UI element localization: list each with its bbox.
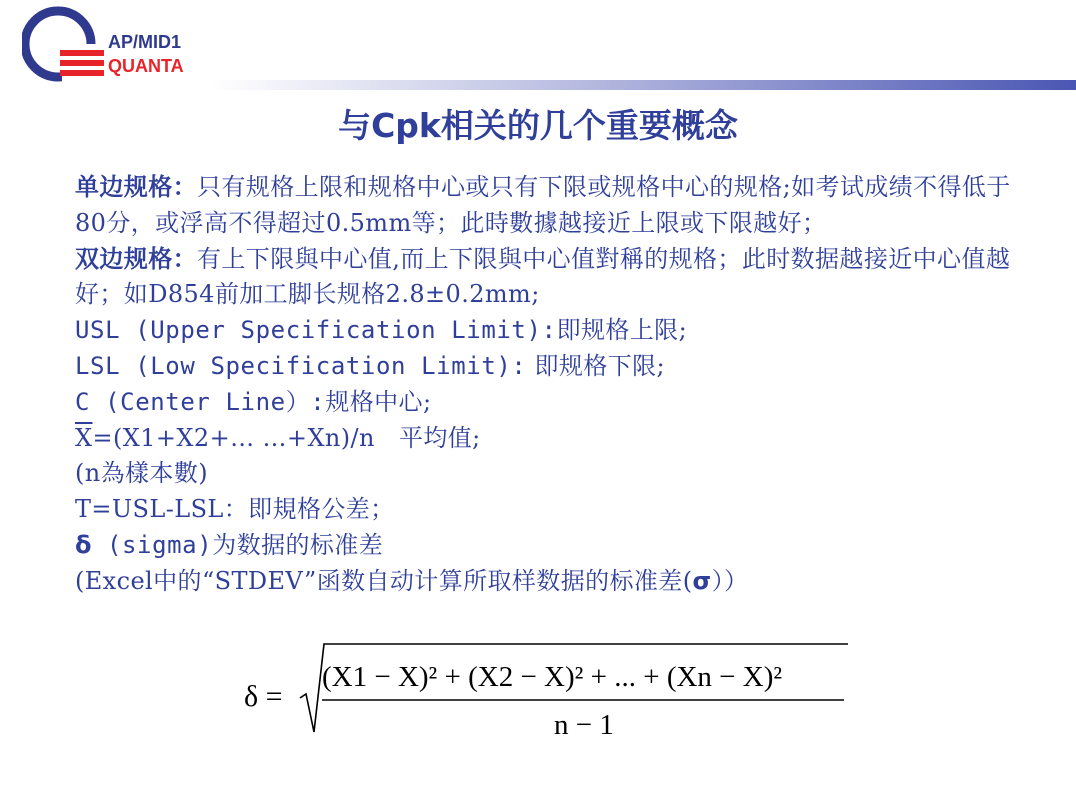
usl-definition <box>75 313 1025 349</box>
stddev-formula <box>244 640 864 750</box>
sigma-definition <box>75 528 1025 564</box>
sigma-symbol: δ <box>75 530 92 559</box>
usl-term: USL (Upper Specification Limit): <box>75 316 557 345</box>
single-sided-spec-text: 只有规格上限和规格中心或只有下限或规格中心的规格;如考试成绩不得低于80分，或浮高不得超过0.5mm等；此時數據越接近上限或下限越好； <box>75 173 1011 237</box>
double-sided-spec-text: 有上下限與中心值,而上下限與中心值對稱的规格；此时数据越接近中心值越好；如D854前加工脚长规格2.8±0.2mm; <box>75 244 1011 309</box>
mean-definition <box>75 421 1025 457</box>
formula-numerator: (X1 − X)² + (X2 − X)² + ... + (Xn − X)² <box>322 661 783 693</box>
excel-sigma-symbol: σ <box>692 566 712 595</box>
slide-body <box>75 170 1025 600</box>
center-line-meaning: 规格中心; <box>325 387 432 416</box>
tolerance-definition: T=USL-LSL：即規格公差； <box>75 495 395 524</box>
excel-note-suffix: ）） <box>711 566 749 595</box>
sigma-term: (sigma) <box>91 530 213 559</box>
stddev-formula-graphic <box>244 640 864 750</box>
lsl-term: LSL (Low Specification Limit): <box>75 351 527 380</box>
lsl-meaning: 即规格下限; <box>526 351 665 380</box>
excel-stdev-note <box>75 564 1025 600</box>
lsl-definition <box>75 349 1025 385</box>
company-logo <box>22 6 212 86</box>
sample-size-note: (n為樣本數) <box>75 459 208 488</box>
formula-lhs: δ = <box>244 680 283 713</box>
logo-text-apmid: AP/MID1 <box>108 32 182 52</box>
excel-note-prefix: (Excel中的“STDEV”函数自动计算所取样数据的标准差( <box>75 566 693 595</box>
slide-title: 与Cpk相关的几个重要概念 <box>338 106 738 145</box>
single-sided-spec-label: 单边规格： <box>75 173 197 201</box>
center-line-term: C (Center Line）: <box>75 387 326 416</box>
double-sided-spec-paragraph <box>75 242 1025 314</box>
sigma-meaning: 为数据的标准差 <box>212 530 384 559</box>
mean-meaning: 平均值; <box>398 423 481 452</box>
quanta-logo-icon <box>22 6 108 82</box>
header-gradient-bar <box>212 80 1076 90</box>
single-sided-spec-paragraph <box>75 170 1025 242</box>
center-line-definition <box>75 385 1025 421</box>
formula-denominator: n − 1 <box>554 709 614 741</box>
mean-expression: =(X1+X2+… …+Xn)/n <box>92 423 375 452</box>
usl-meaning: 即规格上限; <box>556 316 688 345</box>
double-sided-spec-label: 双边规格： <box>75 244 197 273</box>
logo-text-quanta: QUANTA <box>108 56 184 76</box>
mean-symbol: $\overline{X}$ <box>75 423 93 452</box>
